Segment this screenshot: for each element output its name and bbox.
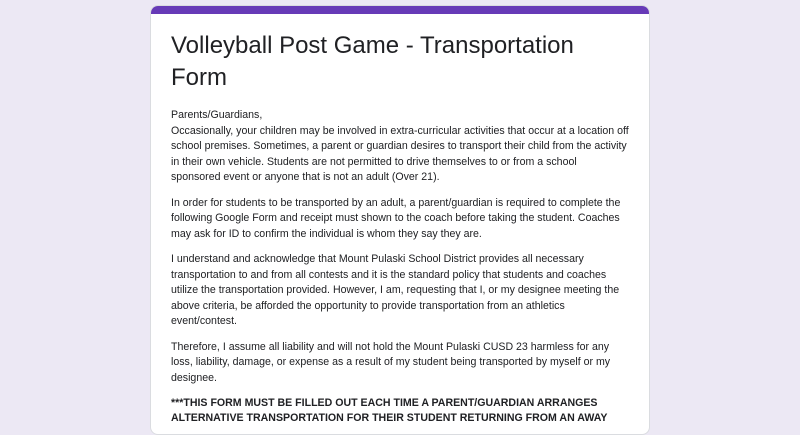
description-paragraph-3: I understand and acknowledge that Mount Pulaski School District provides all necessary transportation to and from all contests and it is the standard policy that students and coaches utilize the transportation provided. However, I am, requesting that I, or my designee meeting the above criteria, be afforded the opportunity to provide transportation from an athletics event/contest. [171,252,620,328]
description-paragraph-1 [171,108,629,186]
description-paragraph-4: Therefore, I assume all liability and will not hold the Mount Pulaski CUSD 23 harmless for any loss, liability, damage, or expense as a result of my student being transported by myself or my designee. [171,340,611,384]
form-accent-bar [151,6,649,14]
description-greeting: Parents/Guardians, [171,109,263,121]
description-notice: ***THIS FORM MUST BE FILLED OUT EACH TIME A PARENT/GUARDIAN ARRANGES ALTERNATIVE TRANSPORTATION FOR THEIR STUDENT RETURNING FROM AN AWAY [171,396,608,425]
form-title: Volleyball Post Game - Transportation Form [171,32,574,91]
form-description [171,108,629,427]
description-text-1: Occasionally, your children may be involved in extra-curricular activities that occur at a location off school premises. Sometimes, a parent or guardian desires to transport their child from the activity in their own vehicle. Students are not permitted to drive themselves to or from a school sponsored event or anyone that is not an adult (Over 21). [171,124,629,184]
form-header-body [151,14,649,427]
form-header-card [150,5,650,435]
description-paragraph-2: In order for students to be transported by an adult, a parent/guardian is required to complete the following Google Form and receipt must shown to the coach before taking the student. Coaches may ask for ID to confirm the individual is whom they say they are. [171,196,621,240]
